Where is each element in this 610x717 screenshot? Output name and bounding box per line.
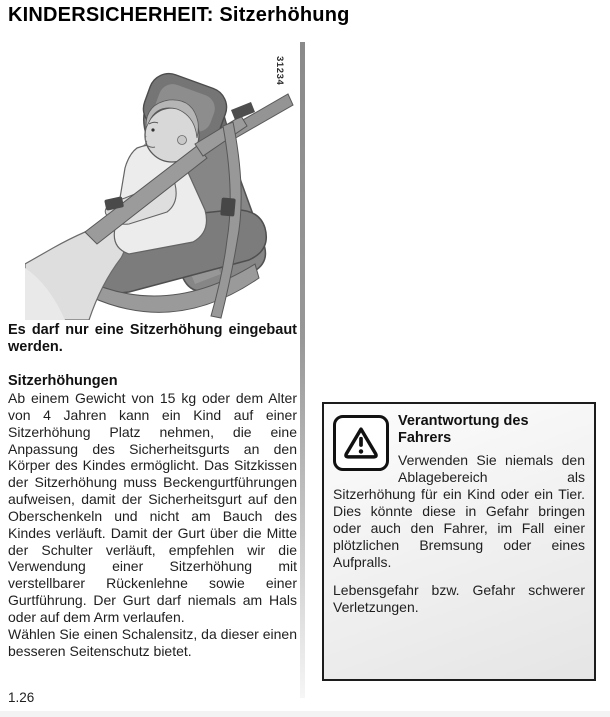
warning-paragraph-2: Lebensgefahr bzw. Gefahr schwerer Verletzungen. (333, 582, 585, 615)
warning-triangle-icon (333, 415, 389, 471)
section-heading: Sitzerhöhungen (8, 373, 118, 389)
body-paragraph-1: Ab einem Gewicht von 15 kg oder dem Alter von 4 Jahren kann ein Kind auf einer Sitzerhöhung Platz nehmen, die eine Anpassung des Sicherheitsgurts an den Körper des Kindes ermöglicht. Das Sitzkissen der Sitzerhöhung muss Beckengurtführungen aufweisen, damit der Sicherheitsgurt auf den Oberschenkeln und nicht am Bauch des Kindes verläuft. Damit der Gurt über die Mitte der Schulter verläuft, empfehlen wir die Verwendung einer Sitzerhöhung mit verstellbarer Rückenlehne sowie einer Gurtführung. Der Gurt darf niemals am Hals oder auf dem Arm verlaufen. (8, 390, 297, 625)
booster-seat-drawing (25, 52, 295, 320)
warning-paragraph-1: Verwenden Sie niemals den Ablagebereich als Sitzerhöhung für ein Kind oder ein Tier. Dies könnte diese in Gefahr bringen oder auch den Fahrer, im Fall einer plötzlichen Bremsung oder eines Aufpralls. (333, 452, 585, 570)
body-paragraph-2: Wählen Sie einen Schalensitz, da dieser einen besseren Seitenschutz bietet. (8, 625, 297, 659)
driver-responsibility-warning-box (322, 402, 596, 681)
left-text-column (8, 322, 297, 660)
column-separator (300, 42, 305, 698)
page-title: KINDERSICHERHEIT: Sitzerhöhung (8, 4, 350, 26)
warning-title: Verantwortung des Fahrers (398, 413, 529, 446)
page-number: 1.26 (8, 690, 35, 705)
booster-seat-illustration (25, 52, 295, 320)
bold-note: Es darf nur eine Sitzerhöhung eingebaut werden. (8, 322, 297, 355)
figure-number: 31234 (274, 56, 285, 86)
page-bottom-edge (0, 711, 610, 717)
warning-triangle-glyph (341, 424, 381, 462)
